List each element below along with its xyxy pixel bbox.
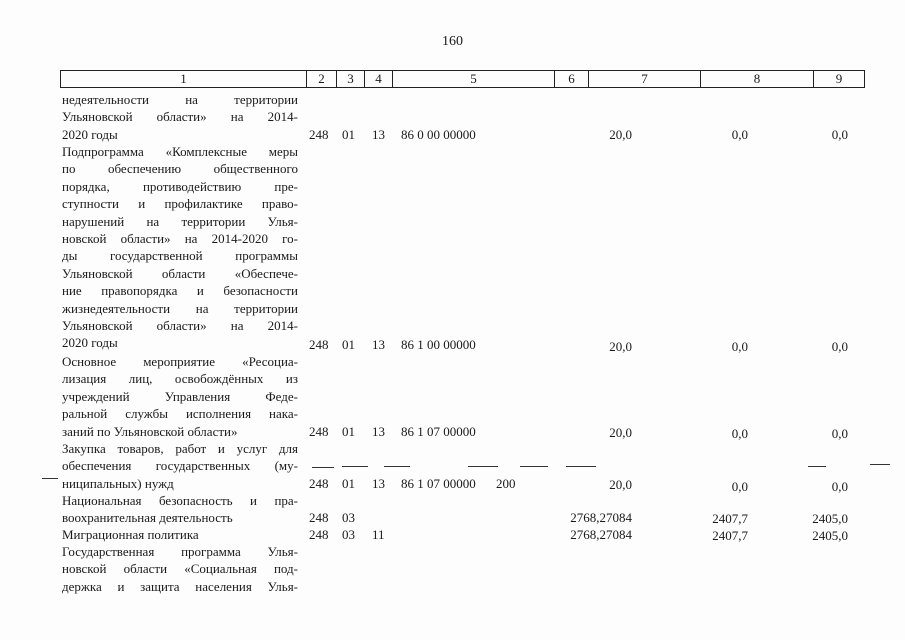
cell-subsection: 13 <box>372 127 385 142</box>
cell-value-3: 0,0 <box>831 479 848 494</box>
desc-line: ральной службы исполнения нака- <box>62 406 298 422</box>
desc-line: воохранительная деятельность <box>62 510 233 526</box>
scan-mark <box>808 466 826 467</box>
header-col-3: 3 <box>337 71 365 87</box>
cell-value-3: 0,0 <box>831 426 848 441</box>
cell-value-2: 2407,7 <box>712 511 748 526</box>
desc-line: Ульяновской области «Обеспече- <box>62 265 298 281</box>
cell-value-1: 20,0 <box>609 425 632 440</box>
desc-line: порядка, противодействию пре- <box>62 178 298 194</box>
cell-admin: 248 <box>309 476 329 491</box>
desc-line: Закупка товаров, работ и услуг для <box>62 441 298 456</box>
cell-value-3: 0,0 <box>831 127 848 142</box>
desc-line: Национальная безопасность и пра- <box>62 493 298 508</box>
cell-value-1: 2768,27084 <box>570 527 632 542</box>
cell-value-3: 2405,0 <box>812 528 848 543</box>
cell-target: 86 1 00 00000 <box>401 337 476 352</box>
cell-subsection: 13 <box>372 337 385 352</box>
page-number: 160 <box>442 34 463 49</box>
desc-line: лизация лиц, освобождённых из <box>62 371 298 387</box>
row-description <box>62 143 298 352</box>
scan-mark <box>468 466 498 467</box>
cell-value-2: 2407,7 <box>712 528 748 543</box>
scan-mark <box>342 466 368 467</box>
cell-value-2: 0,0 <box>731 339 748 354</box>
cell-value-1: 20,0 <box>609 127 632 142</box>
desc-line: нарушений на территории Улья- <box>62 213 298 229</box>
cell-section: 01 <box>342 127 355 142</box>
header-col-4: 4 <box>365 71 393 87</box>
header-col-1: 1 <box>61 71 307 87</box>
scan-mark <box>312 467 334 468</box>
row-description <box>62 91 298 143</box>
desc-line: Подпрограмма «Комплексные меры <box>62 144 298 159</box>
header-col-5: 5 <box>393 71 555 87</box>
cell-value-3: 2405,0 <box>812 511 848 526</box>
table-header <box>60 70 865 88</box>
cell-section: 03 <box>342 510 355 525</box>
desc-line: ние правопорядка и безопасности <box>62 283 298 299</box>
cell-value-1: 20,0 <box>609 339 632 354</box>
header-col-7: 7 <box>589 71 701 87</box>
desc-line: держка и защита населения Улья- <box>62 578 298 594</box>
desc-line: новской области» на 2014-2020 го- <box>62 230 298 246</box>
row-description <box>62 440 298 492</box>
cell-target: 86 1 07 00000 <box>401 476 476 491</box>
cell-subsection: 13 <box>372 424 385 439</box>
cell-admin: 248 <box>309 510 329 525</box>
scan-mark <box>870 464 890 465</box>
cell-target: 86 0 00 00000 <box>401 127 476 142</box>
cell-admin: 248 <box>309 424 329 439</box>
desc-line: заний по Ульяновской области» <box>62 423 238 439</box>
cell-type: 200 <box>496 476 516 491</box>
desc-line: по обеспечению общественного <box>62 161 298 177</box>
cell-section: 01 <box>342 476 355 491</box>
desc-line: новской области «Социальная под- <box>62 561 298 577</box>
desc-line: ниципальных) нужд <box>62 475 174 491</box>
desc-line: Государственная программа Улья- <box>62 544 298 559</box>
scan-mark <box>566 466 596 467</box>
cell-value-1: 20,0 <box>609 477 632 492</box>
scan-mark <box>520 466 548 467</box>
desc-line: ды государственной программы <box>62 248 298 264</box>
cell-value-2: 0,0 <box>731 426 748 441</box>
desc-line: Ульяновской области» на 2014- <box>62 317 298 333</box>
desc-line: обеспечения государственных (му- <box>62 458 298 474</box>
header-col-6: 6 <box>555 71 589 87</box>
cell-value-2: 0,0 <box>731 479 748 494</box>
cell-section: 03 <box>342 527 355 542</box>
cell-value-2: 0,0 <box>731 127 748 142</box>
scan-mark <box>42 478 58 479</box>
cell-value-1: 2768,27084 <box>570 510 632 525</box>
cell-subsection: 13 <box>372 476 385 491</box>
header-col-8: 8 <box>701 71 814 87</box>
cell-value-3: 0,0 <box>831 339 848 354</box>
header-col-9: 9 <box>835 71 843 86</box>
desc-line: 2020 годы <box>62 335 118 351</box>
desc-line: 2020 годы <box>62 126 118 142</box>
desc-line: ступности и профилактике право- <box>62 196 298 212</box>
cell-target: 86 1 07 00000 <box>401 424 476 439</box>
cell-admin: 248 <box>309 127 329 142</box>
cell-admin: 248 <box>309 337 329 352</box>
header-col-2: 2 <box>307 71 337 87</box>
cell-section: 01 <box>342 337 355 352</box>
desc-line: Ульяновской области» на 2014- <box>62 109 298 125</box>
row-description <box>62 492 298 527</box>
desc-line: учреждений Управления Феде- <box>62 388 298 404</box>
desc-line: Основное мероприятие «Ресоциа- <box>62 354 298 369</box>
cell-section: 01 <box>342 424 355 439</box>
desc-line: недеятельности на территории <box>62 92 298 107</box>
cell-admin: 248 <box>309 527 329 542</box>
row-description <box>62 543 298 595</box>
scan-mark <box>384 466 410 467</box>
cell-subsection: 11 <box>372 527 385 542</box>
desc-line: Миграционная политика <box>62 527 199 542</box>
row-description <box>62 526 298 543</box>
desc-line: жизнедеятельности на территории <box>62 300 298 316</box>
row-description <box>62 353 298 440</box>
